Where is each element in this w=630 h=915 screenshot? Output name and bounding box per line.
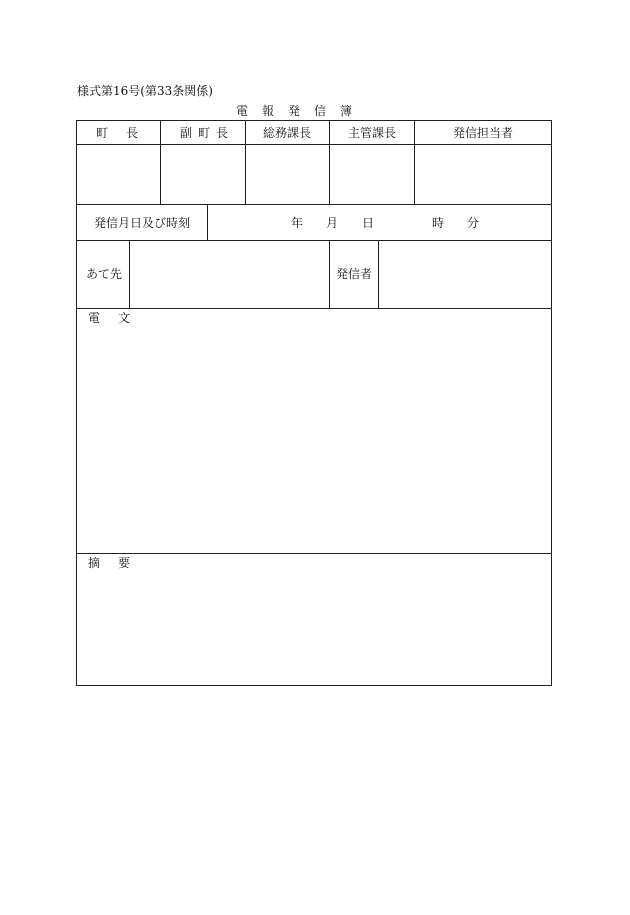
approval-header-sender-in-charge: 発信担当者 xyxy=(453,126,514,140)
sender-label: 発信者 xyxy=(336,267,373,281)
datetime-label: 発信月日及び時刻 xyxy=(94,216,191,230)
approval-header-mayor: 町長 xyxy=(96,126,157,140)
summary-input-area[interactable] xyxy=(77,554,551,685)
datetime-year-unit: 年 xyxy=(291,216,304,230)
summary-label: 摘要 xyxy=(88,556,149,570)
datetime-input-area[interactable] xyxy=(208,205,551,240)
stamp-box-mayor[interactable] xyxy=(77,145,160,204)
recipient-label: あて先 xyxy=(86,267,123,281)
address-divider-2 xyxy=(329,240,330,309)
stamp-box-general-affairs-chief[interactable] xyxy=(246,145,329,204)
datetime-hour-unit: 時 xyxy=(432,216,445,230)
datetime-minute-unit: 分 xyxy=(467,216,480,230)
form-number: 様式第16号(第33条関係) xyxy=(77,84,213,98)
message-input-area[interactable] xyxy=(77,309,551,553)
stamp-box-department-chief[interactable] xyxy=(330,145,414,204)
recipient-input-area[interactable] xyxy=(130,241,329,308)
datetime-day-unit: 日 xyxy=(362,216,375,230)
message-label: 電文 xyxy=(88,311,149,325)
approval-header-department-chief: 主管課長 xyxy=(348,126,397,140)
form-title: 電報発信簿 xyxy=(236,104,367,118)
stamp-box-deputy-mayor[interactable] xyxy=(161,145,245,204)
stamp-box-sender-in-charge[interactable] xyxy=(415,145,551,204)
datetime-month-unit: 月 xyxy=(326,216,339,230)
approval-header-general-affairs-chief: 総務課長 xyxy=(263,126,312,140)
sender-input-area[interactable] xyxy=(379,241,551,308)
approval-header-deputy-mayor: 副町長 xyxy=(180,126,235,140)
